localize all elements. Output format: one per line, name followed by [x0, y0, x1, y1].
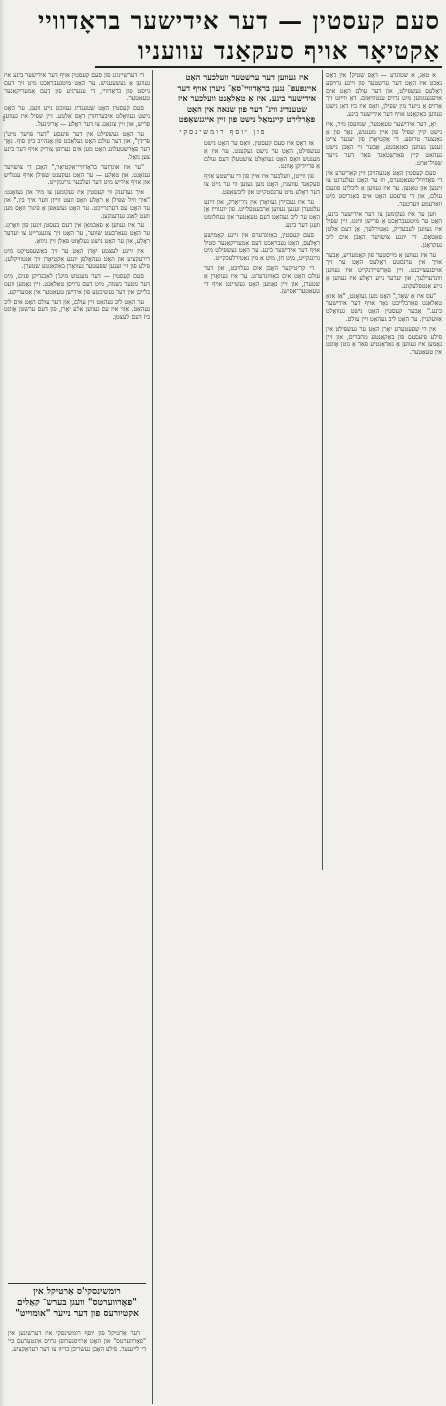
article-column-left — [4, 72, 150, 1402]
column-rule — [322, 70, 323, 870]
headline-line-2: אַקטיאָר אויף סעקאַנד עוועניו — [137, 36, 440, 65]
paragraph: ער איז געווען אַ פאַכמאַן אין דעם בעסטן זינען פון וואָרט. ער האָט געאַרבעט שווער, ער האָט זיך צוגעגרייט צו יעדער ראָלע, און ער האָט נישט געלאָזט פאַלן זיין ניוואָ. — [4, 222, 150, 245]
paragraph: א טאַג, א שטונדע — דאָס שטיק! אין דאָס נאַכט איז האָט דער ערשטער פון זיינע גרויסע ראָלעס געשפּילט, און דער עולם האָט אים אויפגענומען מיט גרויס ענטוזיאַזם. דאָ ווײַזט זיך אַרויס אַ נייער מין שפּילן, וואָס איז ביז דאַן נישט געווען באַקאַנט אויף דער אידישער בינע. — [326, 72, 442, 118]
headline-line-1: סעם קעסטין — דער אידישער בראָדוויי — [38, 6, 440, 35]
margin-mark: 1 — [2, 116, 6, 123]
paragraph: יאָ, דער אידישער טעאַטער, שמועסן מיר, איז נישט קיין שפּיל פון איין מענטש, נאָר פון אַ גאַנצער טרופּע. די אַקטיאָרן פון יענער צייט זענען געווען באַגאַבטע, אָבער זיי האָבן נישט געהאַט קיין פאַרשטאַנד פאַר דער נייער שפּיל־אַרט. — [326, 120, 442, 167]
paragraph: ווען ער איז געקומען צו דער אידישער בינע, האָט ער מיטגעבראַכט אַ פרישן ווינט. זיין שפּיל איז געווען לעבעדיק, נאַטירלעך, אָן דעם אַלטן פּאַטאָס. די יונגע צושויער האָבן אים ליב געקראָגן. — [326, 210, 442, 249]
paragraph: סעם קעסטין האָט אָנגעהויבן זיין קאַריערע אין די פאָדוויל־טעאַטערס, וווּ ער האָט געלערנט צו זינגען און טאַנצן. ער איז געווען אַ ליבלינג פונעם עולם, און די פרעסע האָט אים באַגריסט מיט ווארעמע ווערטער. — [326, 169, 442, 208]
paragraph: ער האָט געשפּילט אין דער פּיעסע "דער פּויער מיט'ן פרידן", און דער עולם האָט געלאַכט פון אָנהייב ביזן סוף. נאָך דער פאָרשטעלונג האָט מען אים גערופן צוריק אויף דער בינע צען מאָל. — [4, 130, 150, 161]
headline-rule — [95, 66, 442, 68]
intro-deck: איז געווען דער ערשטער וועלכער האָט איינפּעפּ־ נגען בראָדוויי־סאַ־ ניערן אויף דער אידישער בינע. איז אַ טאַלאַנט וועלכער איז שטענדיג ווינ־ דער פון שנאה אין האָט פאַרלירט קיינמאָל נישט פון זיין אייגנשאַפט — [177, 72, 317, 124]
column-rule — [152, 70, 153, 1404]
paragraph: ער האָט ליב געהאַט זיין עולם, און דער עולם האָט אים ליב געהאַט. אַזוי איז עס געווען אַלע יאָרן, פון דעם ערשטן אָוונט ביז דעם לעצטן. — [4, 298, 150, 322]
paragraph: "ער איז אונדזער בראָדוויי־אַקטיאָר," האָבן די צושויער געזאָגט. און טאַקע — ער האָט געקענט שפּילן אויף ענגליש און אויף אידיש מיט דער זעלבער גרינגקייט. — [4, 163, 150, 187]
paragraph: אַז דאָס איז סעם קעסטין. וואָס ער האָט נישט געשפּילט, האָט ער נישט געקענט. ער איז אַ מענטש וואָס האָט געוואָלט צושטעלן דעם עולם אַ פריידיקן אָוונט. — [204, 140, 320, 171]
paragraph: סעם קעסטין האָט שטענדיג געזוכט נייע וועגן. ער האָט נישט געוואָלט איבערחזרן דאָס אַלטע. זיין שפּיל איז געווען פריש, און זיין צוגאַנג צו דער ראָלע — אָריגינעל. — [4, 105, 150, 128]
headline — [38, 6, 440, 68]
paragraph: פון ווייטן, וועלכער איז איין פון די ערשטע אויף סעקאַנד עוועניו, האָט מען געזען ווי ער גייט צו דער ראָלע מיט ערנסטקייט און ליבשאַפט. — [204, 173, 320, 196]
paragraph: איך געדענק ווי קעסטין איז געקומען צו מיר און געזאָגט: "איך וויל שפּילן אַ ראָלע וואָס וועט ווייזן ווער איך בין." און ער האָט עס דערגרייכט. ער האָט געשאַפן אַ פיגור וואָס מען וועט לאַנג געדענקען. — [4, 189, 150, 220]
paragraph: אין די שפּעטערע יאָרן האָט ער געשפּילט אין פילע פּיעסעס פון באַקאַנטע מחברים, און זיין נאָמען איז געווען אַ גאַראַנטיע פאַר אַ גוטן אָוונט אין טעאַטער. — [326, 325, 442, 357]
paragraph: די קריטיקער האָבן אים געלויבט, און דער עולם האָט אים באַוווּנדערט. ער איז געוואָרן אַ שטערן, און זיין נאָמען האָט געשיינט אויף די טעאַטער־אַפישן. — [204, 264, 320, 296]
sidebar-column — [8, 1330, 146, 1402]
paragraph: דער אַרטיקל פון יוסף רומשינסקי איז דערשינען אין "פאָרווערטס" און האָט אַרויסגערופן גרויס אינטערעס ביי די לייענער. פילע האָבן געשריבן בריוו צו דער רעדאַקציע. — [8, 1330, 146, 1353]
sidebar-subhead: רומשינסקי'ס אַרטיקל אין "פאָרווערטס" וועגן בערש־ קאַלים אקטיורעס פון דער נייער "אומוייט" — [8, 1283, 146, 1329]
paragraph: "עס איז אַ שאָד," האָט מען געזאָגט, "אַז אַזאַ טאַלאַנט פאַרבלייבט נאָר אויף דער אידישער בינע." אָבער קעסטין האָט נישט געוואָלט אַוועקגיין. ער האָט ליב געהאַט זיין עולם. — [326, 292, 442, 323]
paragraph: אין זיינע לעצטע יאָרן האָט ער זיך באַשעפטיקט מיט דירעקציע און האָט געהאָלפן יונגע אַקטיאָרן זיך אַנטוויקלען. פילע פון זיי זענען שפּעטער געוואָרן באַקאַנטע שטערן. — [4, 247, 150, 271]
paragraph: סעם קעסטין — דער מענטש מיט'ן לאַכנדיקן פּנים, מיט דער גוטער נשמה, מיט דעם גרויסן טאַלאַנט. זיין נאָמען וועט בלייבן אין דער געשיכטע פון אידישן טעאַטער אין אַמעריקע. — [4, 273, 150, 296]
paragraph: ער איז געבוירן געוואָרן אין ניו־יאָרק, און זיינע עלטערן זענען געווען אַרבעטסלייט. פון יונגווייז אָן האָט ער ליב געהאַט דעם טעאַטער און געחלומט וועגן דער בינע. — [204, 198, 320, 229]
paragraph: סעם קעסטין, באַזונדערס אין זיינע קאָמישע ראָלעס, האָט געבראַכט דעם אַמעריקאַנער סטיל אויף דער אידישער בינע. ער האָט געשפּילט מיט גרינגקייט, מיט חן, מיט אַ מין נאַטירלעכקייט. — [204, 231, 320, 263]
byline: פון יוסף רומשינסקי — [179, 128, 267, 136]
paragraph: די דערשיינונג פון סעם קעסטין אויף דער אידישער בינע איז געווען אַ געשעעניש. ער האָט מיטגעבראַכט מיט זיך דעם גייסט פון בראָדוויי, די ענערגיע פון דעם אַמעריקאַנער טעאַטער. — [4, 72, 150, 103]
article-column-right — [326, 72, 442, 862]
article-column-middle — [204, 140, 320, 760]
paragraph: ער איז געווען אַ מייסטער פון קאָמעדיע, אָבער אויך אין ערנסטע ראָלעס האָט ער זיך אויסגעצייכנט. זיין פאַרשיידנקייט איז געווען ווונדערלעך, און יעדער נייע ראָלע איז געווען אַ נייע אַנטפּלעקונג. — [326, 251, 442, 290]
